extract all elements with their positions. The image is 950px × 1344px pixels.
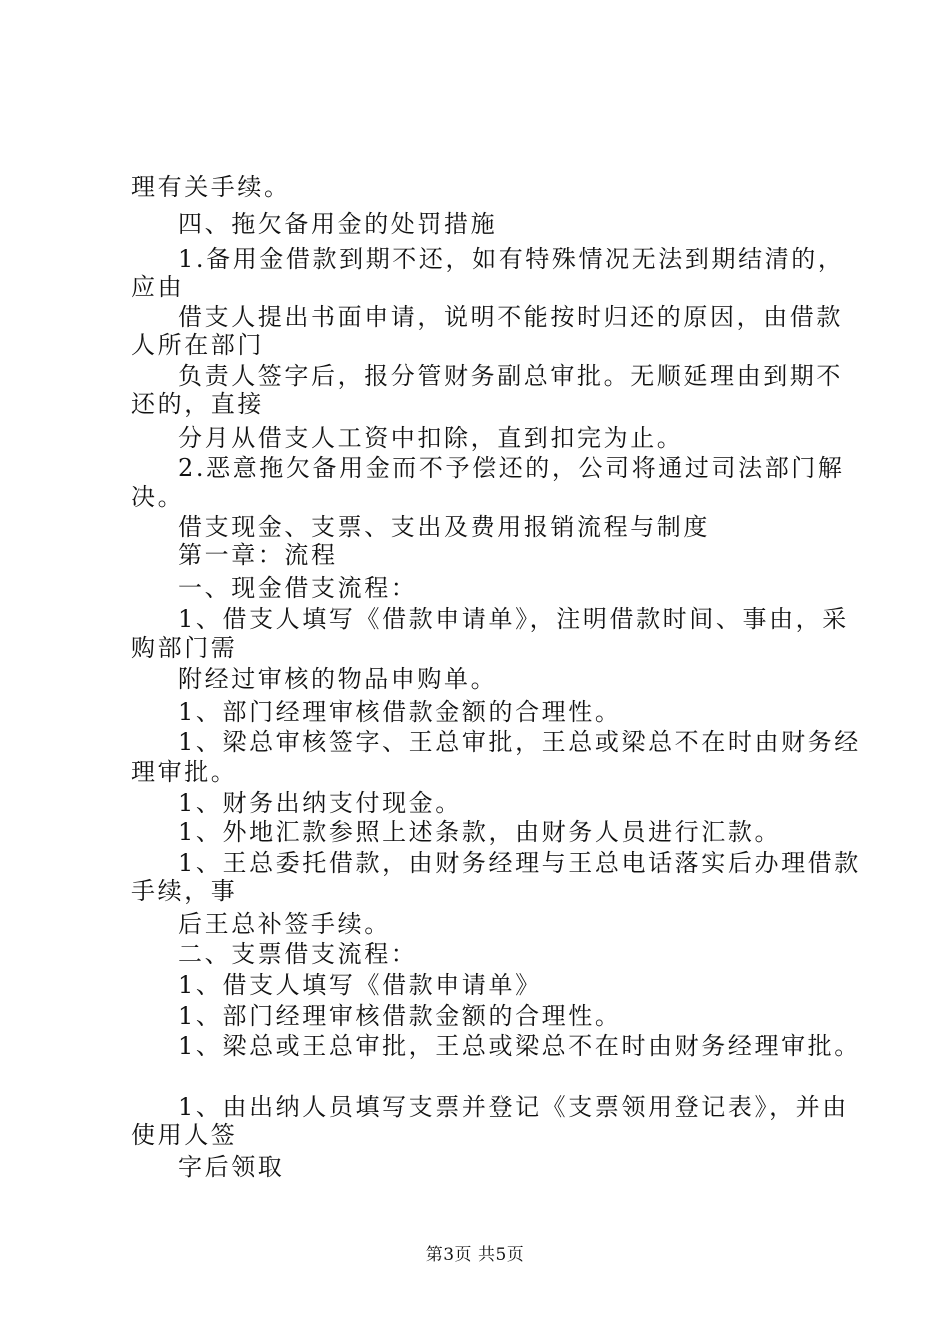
body-line: 还的，直接 [131, 390, 264, 418]
body-line: 1.备用金借款到期不还，如有特殊情况无法到期结清的， [178, 245, 845, 273]
body-line: 购部门需 [131, 634, 238, 662]
body-line: 后王总补签手续。 [178, 910, 391, 938]
page-number-footer: 第3页 共5页 [425, 1245, 525, 1265]
body-line: 借支人提出书面申请，说明不能按时归还的原因，由借款 [178, 303, 843, 331]
body-line: 1、财务出纳支付现金。 [178, 789, 462, 817]
body-line: 1、由出纳人员填写支票并登记《支票领用登记表》，并由 [178, 1093, 849, 1121]
body-line: 1、部门经理审核借款金额的合理性。 [178, 698, 622, 726]
body-line: 决。 [131, 483, 185, 511]
body-line: 分月从借支人工资中扣除，直到扣完为止。 [178, 424, 684, 452]
section-heading: 四、拖欠备用金的处罚措施 [178, 210, 498, 238]
body-line: 理审批。 [131, 758, 238, 786]
body-line: 2.恶意拖欠备用金而不予偿还的，公司将通过司法部门解 [178, 454, 845, 482]
body-line: 1、部门经理审核借款金额的合理性。 [178, 1002, 622, 1030]
body-line: 理有关手续。 [131, 173, 291, 201]
section-heading: 二、支票借支流程： [178, 940, 418, 968]
body-line: 手续，事 [131, 877, 238, 905]
body-line: 负责人签字后，报分管财务副总审批。无顺延理由到期不 [178, 362, 843, 390]
chapter-heading: 第一章：流程 [178, 541, 338, 569]
body-line: 1、借支人填写《借款申请单》，注明借款时间、事由，采 [178, 605, 849, 633]
body-line: 1、梁总审核签字、王总审批，王总或梁总不在时由财务经 [178, 728, 861, 756]
body-line: 字后领取 [178, 1153, 285, 1181]
section-heading: 一、现金借支流程： [178, 574, 418, 602]
body-line: 人所在部门 [131, 331, 264, 359]
body-line: 1、王总委托借款，由财务经理与王总电话落实后办理借款 [178, 849, 861, 877]
body-line: 1、梁总或王总审批，王总或梁总不在时由财务经理审批。 [178, 1032, 861, 1060]
body-line: 1、借支人填写《借款申请单》 [178, 971, 542, 999]
section-heading: 借支现金、支票、支出及费用报销流程与制度 [178, 513, 710, 541]
body-line: 应由 [131, 273, 185, 301]
body-line: 附经过审核的物品申购单。 [178, 665, 498, 693]
body-line: 使用人签 [131, 1121, 238, 1149]
body-line: 1、外地汇款参照上述条款，由财务人员进行汇款。 [178, 818, 782, 846]
